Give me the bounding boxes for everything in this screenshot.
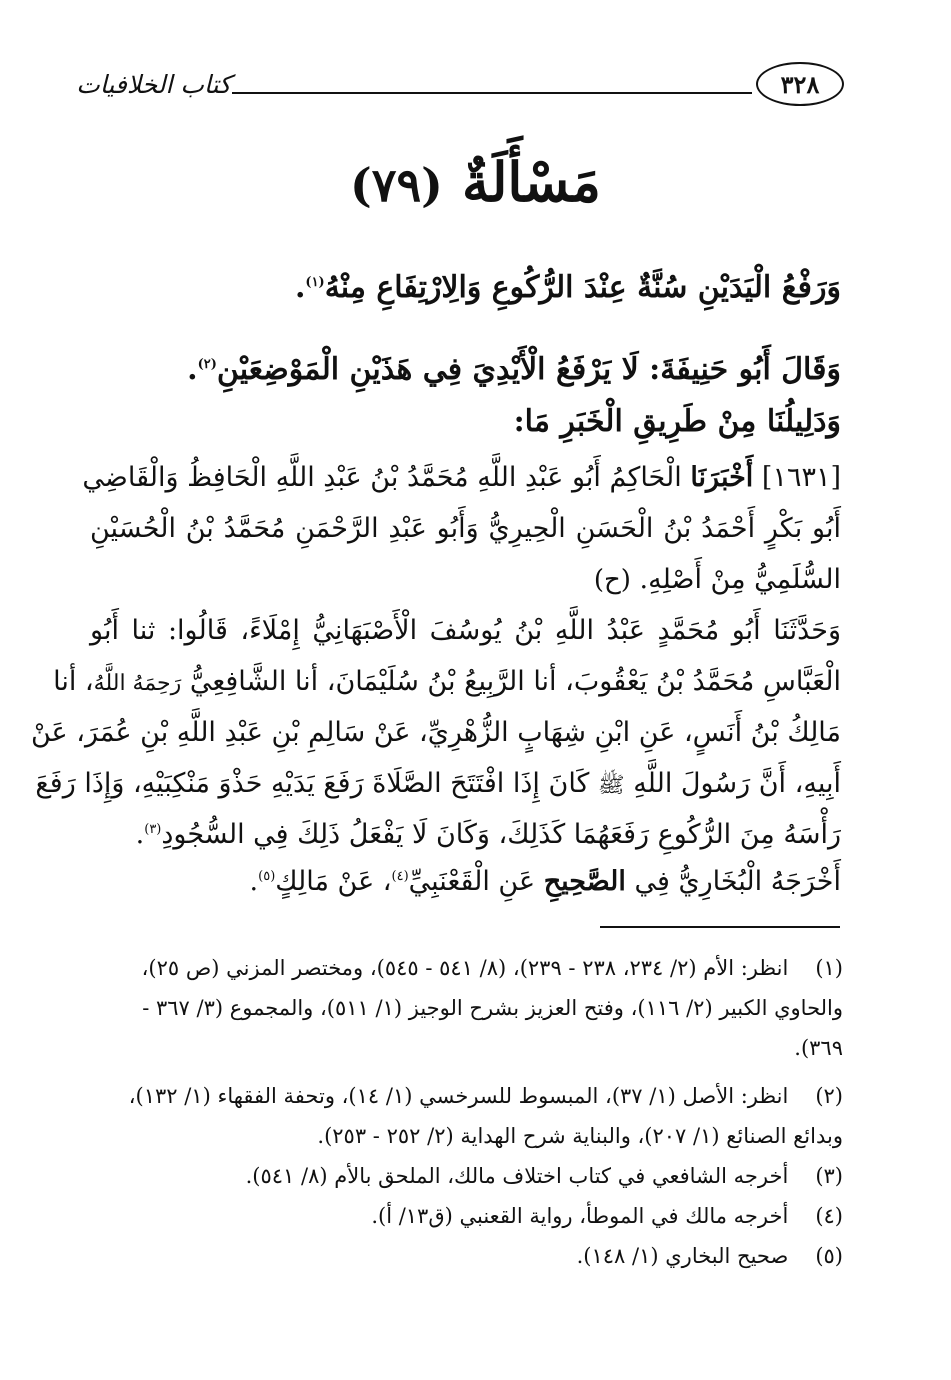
hadith-line-7-text-b: كَانَ إِذَا افْتَتَحَ الصَّلَاةَ رَفَعَ يَدَيْهِ حَذْوَ مَنْكِبَيْهِ، وَإِذَا رَفَعَ xyxy=(35,768,590,799)
page-number-badge xyxy=(756,62,844,106)
hadith-line-9-text-a: أَخْرَجَهُ الْبُخَارِيُّ فِي xyxy=(634,866,841,897)
hadith-line-1 xyxy=(82,462,841,493)
hadith-line-1-text: الْحَاكِمُ أَبُو عَبْدِ اللَّهِ مُحَمَّدُ بْنُ عَبْدِ اللَّهِ الْحَافِظُ وَالْقَاضِي xyxy=(82,462,682,493)
sahih-word: الصَّحِيحِ xyxy=(543,866,626,897)
hadith-line-2: أَبُو بَكْرٍ أَحْمَدُ بْنُ الْحَسَنِ الْحِيرِيُّ وَأَبُو عَبْدِ الرَّحْمَنِ مُحَمَّدُ بْنُ الْحُسَيْنِ xyxy=(90,513,841,544)
footnote-text: انظر: الأم (٢/ ٢٣٤، ٢٣٨ - ٢٣٩)، (٨/ ٥٤١ - ٥٤٥)، ومختصر المزني (ص ٢٥)، والحاوي الكبير (٢/ ١١٦)، وفتح العزيز بشرح الوجيز (١/ ٥١١)، والمجموع (٣/ ٣٦٧ - ٣٦٩). xyxy=(141,956,843,1060)
tahwil-mark: (ح) xyxy=(593,565,631,595)
opposing-view-text: وَقَالَ أَبُو حَنِيفَةَ: لَا يَرْفَعُ الْأَيْدِيَ فِي هَذَيْنِ الْمَوْضِعَيْنِ xyxy=(216,352,841,387)
footnote-ref-3[interactable]: (٣) xyxy=(144,822,162,837)
issue-title xyxy=(0,150,951,214)
hadith-line-5-text: الْعَبَّاسِ مُحَمَّدُ بْنُ يَعْقُوبَ، أنا الرَّبِيعُ بْنُ سُلَيْمَانَ، أنا الشَّافِعِيُّ xyxy=(189,666,841,697)
page-number: ٣٢٨ xyxy=(780,69,820,99)
issue-title-word: مَسْأَلَةٌ xyxy=(462,150,601,214)
statement xyxy=(90,270,841,305)
hadith-line-5 xyxy=(53,666,841,697)
rahimahullah-symbol: رَحِمَهُ اللَّهُ xyxy=(93,671,182,696)
footnote-text: صحيح البخاري (١/ ١٤٨). xyxy=(576,1244,789,1268)
footnote-text: أخرجه مالك في الموطأ، رواية القعنبي (ق١٣/ أ). xyxy=(371,1204,789,1228)
footnote-text: أخرجه الشافعي في كتاب اختلاف مالك، الملحق بالأم (٨/ ٥٤١). xyxy=(245,1164,789,1188)
hadith-line-9-text-c: ، عَنْ مَالِكٍ xyxy=(275,866,392,897)
opposing-view-end: . xyxy=(187,352,198,387)
footnote-4 xyxy=(95,1204,843,1228)
evidence-intro: وَدَلِيلُنَا مِنْ طَرِيقِ الْخَبَرِ مَا: xyxy=(513,404,841,439)
footnote-number: (١) xyxy=(815,956,843,980)
hadith-number: [١٦٣١] xyxy=(761,462,841,493)
footnote-rule xyxy=(600,926,840,928)
hadith-line-3 xyxy=(90,564,841,595)
footnote-1 xyxy=(95,948,843,1068)
hadith-line-6: مَالِكُ بْنُ أَنَسٍ، عَنِ ابْنِ شِهَابٍ الزُّهْرِيِّ، عَنْ سَالِمِ بْنِ عَبْدِ اللَّهِ بْنِ عُمَرَ، عَنْ xyxy=(30,717,841,748)
footnote-ref-5[interactable]: (٥) xyxy=(258,869,276,884)
hadith-line-8-text: رَأْسَهُ مِنَ الرُّكُوعِ رَفَعَهُمَا كَذَلِكَ، وَكَانَ لَا يَفْعَلُ ذَلِكَ فِي السُّجُودِ xyxy=(161,819,841,850)
issue-number: (٧٩) xyxy=(349,158,443,212)
footnote-number: (٢) xyxy=(815,1084,843,1108)
opposing-view xyxy=(90,352,841,387)
footnote-ref-4[interactable]: (٤) xyxy=(391,869,409,884)
footnote-ref-2[interactable]: (٢) xyxy=(197,357,217,372)
hadith-line-9-text-b: عَنِ الْقَعْنَبِيِّ xyxy=(408,866,536,897)
hadith-line-7-text-a: أَبِيهِ، أَنَّ رَسُولَ اللَّهِ xyxy=(633,768,841,799)
hadith-line-5-end: ، أنا xyxy=(53,666,94,697)
footnote-number: (٣) xyxy=(815,1164,843,1188)
footnote-3 xyxy=(95,1164,843,1188)
hadith-line-7 xyxy=(35,768,841,803)
hadith-line-9 xyxy=(90,866,841,897)
footnote-ref-1[interactable]: (١) xyxy=(305,275,325,290)
footnote-2 xyxy=(95,1076,843,1156)
footnote-text: انظر: الأصل (١/ ٣٧)، المبسوط للسرخسي (١/ ١٤)، وتحفة الفقهاء (١/ ١٣٢)، وبدائع الصنائع (١/ ٢٠٧)، والبناية شرح الهداية (٢/ ٢٥٢ - ٢٥٣). xyxy=(128,1084,843,1148)
akhbarana-word: أَخْبَرَنَا xyxy=(690,462,754,493)
hadith-line-9-end: . xyxy=(249,866,259,897)
statement-end: . xyxy=(294,270,306,305)
footnote-number: (٥) xyxy=(815,1244,843,1268)
footnote-number: (٤) xyxy=(815,1204,843,1228)
header-rule xyxy=(232,92,752,94)
hadith-line-3-text: السُّلَمِيُّ مِنْ أَصْلِهِ. xyxy=(639,564,841,595)
hadith-line-4: وَحَدَّثَنَا أَبُو مُحَمَّدٍ عَبْدُ اللَّهِ بْنُ يُوسُفَ الْأَصْبَهَانِيُّ إِمْلَاءً، قَالُوا: ثنا أَبُو xyxy=(90,615,841,646)
statement-text: وَرَفْعُ الْيَدَيْنِ سُنَّةٌ عِنْدَ الرُّكُوعِ وَالِارْتِفَاعِ مِنْهُ xyxy=(324,270,841,305)
hadith-line-8-end: . xyxy=(135,819,145,850)
hadith-line-8 xyxy=(90,819,841,850)
running-head-book-title: كتاب الخلافيات xyxy=(76,70,231,99)
salawat-symbol: ﷺ xyxy=(598,773,625,798)
footnote-5 xyxy=(95,1244,843,1268)
